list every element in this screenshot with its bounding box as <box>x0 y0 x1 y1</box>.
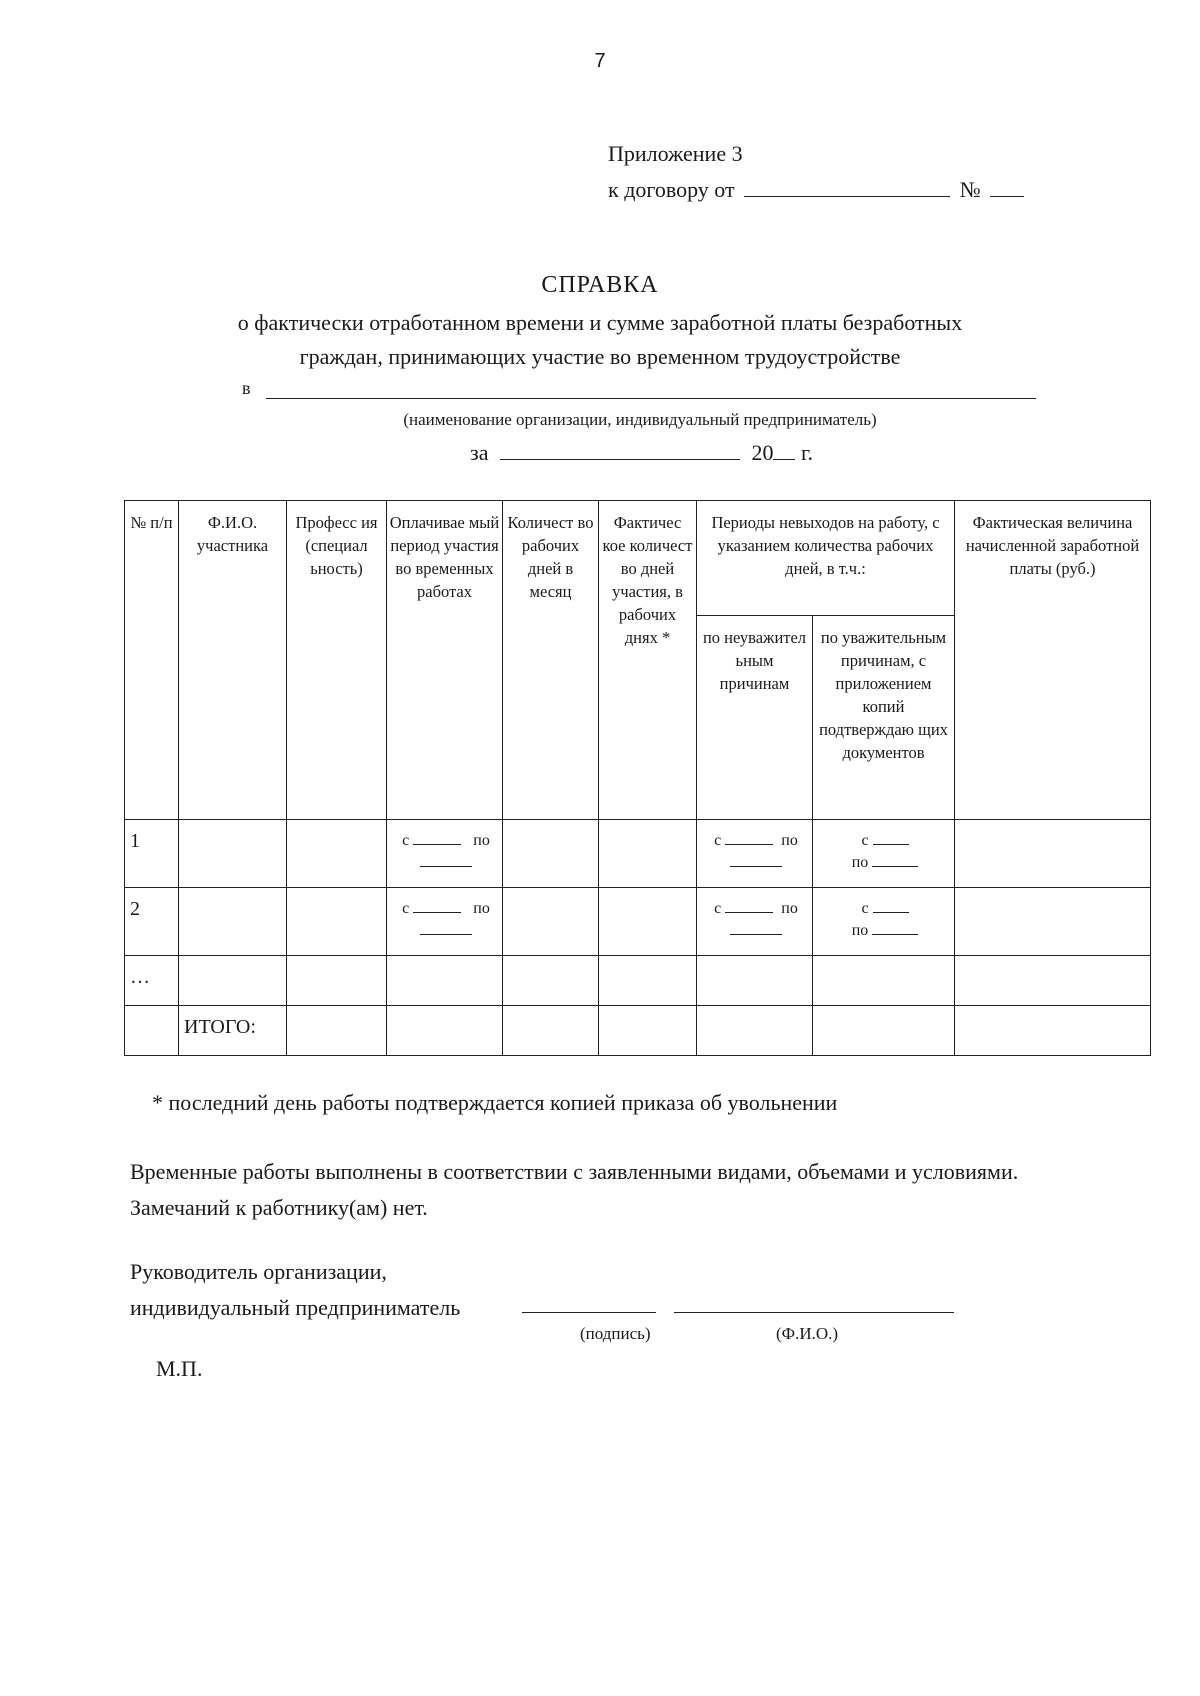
row-work-days-cell <box>503 820 599 888</box>
to-label: по <box>781 900 798 917</box>
signer-block <box>130 1254 460 1326</box>
header-actual-days: Фактичес кое количест во дней участия, в рабочих днях * <box>599 501 697 820</box>
row-unexcused-cell <box>697 820 813 888</box>
row-num: 2 <box>125 888 179 956</box>
row-actual-days-cell <box>599 820 697 888</box>
header-row-1 <box>125 501 1151 616</box>
contract-date-blank <box>744 178 950 197</box>
row-unexcused-cell <box>697 888 813 956</box>
header-absence: Периоды невыходов на работу, с указанием количества рабочих дней, в т.ч.: <box>697 501 955 616</box>
row-salary-cell <box>955 888 1151 956</box>
from-label: с <box>714 832 722 849</box>
table-row <box>125 888 1151 956</box>
table-row <box>125 820 1151 888</box>
organization-line <box>242 378 251 399</box>
row-paid-period-cell <box>387 820 503 888</box>
header-absence-excused: по уважительным причинам, с приложением копий подтверждаю щих документов <box>813 616 955 820</box>
from-label: с <box>402 900 410 917</box>
row-profession-cell <box>287 956 387 1006</box>
from-label: с <box>861 900 869 917</box>
period-month-blank <box>500 441 740 460</box>
signature-caption: (подпись) <box>580 1324 651 1343</box>
document-title: СПРАВКА <box>541 272 659 298</box>
row-fio-cell <box>179 888 287 956</box>
appendix-contract-line <box>608 172 1024 208</box>
row-unexcused-cell <box>697 956 813 1006</box>
number-sign: № <box>959 177 981 202</box>
row-paid-period-cell <box>387 888 503 956</box>
row-work-days-cell <box>503 956 599 1006</box>
timesheet-table <box>124 500 1151 1056</box>
period-year: 20 <box>751 440 774 465</box>
fio-caption: (Ф.И.О.) <box>776 1324 839 1343</box>
total-cell <box>955 1006 1151 1056</box>
row-actual-days-cell <box>599 888 697 956</box>
period-suffix: г. <box>800 440 814 465</box>
total-label: ИТОГО: <box>179 1006 287 1056</box>
from-label: с <box>861 832 869 849</box>
total-row <box>125 1006 1151 1056</box>
signer-line-2: индивидуальный предприниматель <box>130 1295 461 1320</box>
row-profession-cell <box>287 888 387 956</box>
to-label: по <box>473 900 490 917</box>
footnote: * последний день работы подтверждается копией приказа об увольнении <box>152 1090 838 1115</box>
to-label: по <box>473 832 490 849</box>
page-number: 7 <box>594 50 606 72</box>
total-num-cell <box>125 1006 179 1056</box>
row-excused-cell <box>813 956 955 1006</box>
header-salary: Фактическая величина начисленной заработной платы (руб.) <box>955 501 1151 820</box>
total-cell <box>813 1006 955 1056</box>
row-work-days-cell <box>503 888 599 956</box>
period-prefix: за <box>470 440 489 465</box>
total-cell <box>599 1006 697 1056</box>
from-label: с <box>402 832 410 849</box>
row-profession-cell <box>287 820 387 888</box>
header-num: № п/п <box>125 501 179 820</box>
to-label: по <box>781 832 798 849</box>
from-label: с <box>714 900 722 917</box>
row-salary-cell <box>955 956 1151 1006</box>
row-num: 1 <box>125 820 179 888</box>
row-fio-cell <box>179 956 287 1006</box>
row-excused-cell <box>813 820 955 888</box>
table-row <box>125 956 1151 1006</box>
total-cell <box>503 1006 599 1056</box>
to-label: по <box>851 854 869 871</box>
row-paid-period-cell <box>387 956 503 1006</box>
period-line <box>470 440 813 466</box>
signer-line-1: Руководитель организации, <box>130 1259 387 1284</box>
header-profession: Професс ия (специал ьность) <box>287 501 387 820</box>
organization-prefix: в <box>242 378 251 398</box>
header-absence-unexcused: по неуважител ьным причинам <box>697 616 813 820</box>
appendix-block <box>608 136 1024 208</box>
row-num: … <box>125 956 179 1006</box>
total-cell <box>387 1006 503 1056</box>
conclusion-text: Временные работы выполнены в соответствии с заявленными видами, объемами и условиями. Замечаний к работнику(ам) нет. <box>130 1159 1019 1220</box>
header-paid-period: Оплачивае мый период участия во временных работах <box>387 501 503 820</box>
stamp-label: М.П. <box>156 1356 203 1381</box>
organization-caption: (наименование организации, индивидуальный предприниматель) <box>403 410 877 429</box>
fio-blank <box>674 1312 954 1313</box>
total-cell <box>287 1006 387 1056</box>
row-salary-cell <box>955 820 1151 888</box>
period-year-blank <box>773 441 795 460</box>
to-label: по <box>851 922 869 939</box>
row-excused-cell <box>813 888 955 956</box>
row-actual-days-cell <box>599 956 697 1006</box>
contract-prefix: к договору от <box>608 177 735 202</box>
contract-number-blank <box>990 178 1024 197</box>
subtitle-line-1: о фактически отработанном времени и сумме заработной платы безработных <box>237 310 963 335</box>
total-cell <box>697 1006 813 1056</box>
document-subtitle <box>0 306 1200 374</box>
subtitle-line-2: граждан, принимающих участие во временном трудоустройстве <box>299 344 901 369</box>
row-fio-cell <box>179 820 287 888</box>
organization-blank <box>266 398 1036 399</box>
appendix-title: Приложение 3 <box>608 141 743 166</box>
signature-blank <box>522 1312 656 1313</box>
header-work-days: Количест во рабочих дней в месяц <box>503 501 599 820</box>
header-fio: Ф.И.О. участника <box>179 501 287 820</box>
